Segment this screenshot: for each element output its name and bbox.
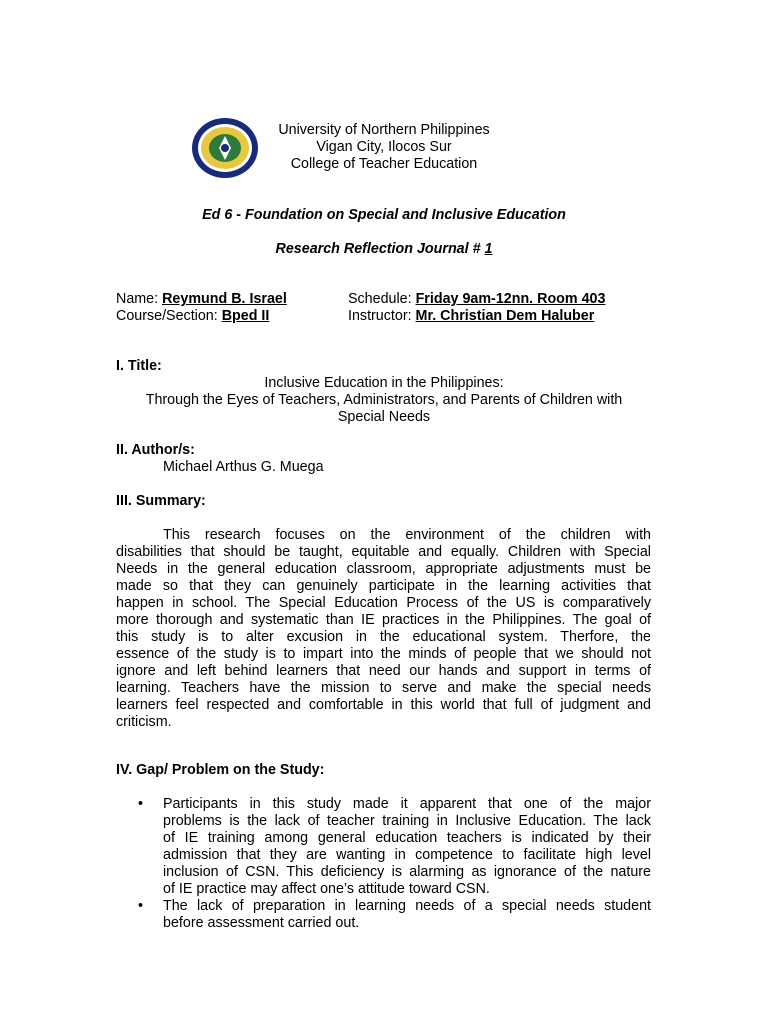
summary-line: disabilities that should be taught, equitable and equally. Children with Special — [116, 544, 651, 560]
list-item — [116, 796, 651, 898]
journal-label: Research Reflection Journal # — [275, 241, 485, 257]
summary-line: more thorough and systematic than IE practices in the Philippines. The goal of — [116, 612, 651, 628]
instructor-label: Instructor: — [348, 308, 416, 324]
university-name: University of Northern Philippines — [278, 122, 490, 138]
institution-header — [262, 122, 506, 173]
college-name: College of Teacher Education — [290, 156, 478, 172]
summary-heading: III. Summary: — [116, 493, 206, 509]
gap-bullet-list — [116, 796, 651, 932]
summary-line: learning. Teachers have the mission to serve and make the special needs — [116, 680, 651, 696]
bullet-line: before assessment carried out. — [163, 915, 360, 931]
title-heading: I. Title: — [116, 358, 162, 374]
course-value: Bped II — [221, 308, 270, 324]
bullet-icon: • — [138, 796, 144, 812]
research-title-line: Inclusive Education in the Philippines: — [264, 375, 504, 391]
bullet-line: of IE training among general education teachers is indicated by their — [163, 830, 651, 846]
course-title: Ed 6 - Foundation on Special and Inclusive Education — [202, 207, 566, 223]
author-heading: II. Author/s: — [116, 442, 195, 458]
instructor-value: Mr. Christian Dem Haluber — [415, 308, 595, 324]
research-title-line: Through the Eyes of Teachers, Administrators, and Parents of Children with — [145, 392, 623, 408]
research-title-line: Special Needs — [337, 409, 431, 425]
summary-line: made so that they can genuinely participate in the learning activities that — [116, 578, 651, 594]
university-city: Vigan City, Ilocos Sur — [316, 139, 452, 155]
bullet-icon: • — [138, 898, 144, 914]
course-label: Course/Section: — [116, 308, 222, 324]
student-info — [116, 291, 676, 325]
journal-number: 1 — [484, 241, 493, 257]
summary-line: learners feel respected and comfortable in this world that full of judgment and — [116, 697, 651, 713]
summary-line: Needs in the general education classroom, appropriate adjustments must be — [116, 561, 651, 577]
summary-line-text: This research focuses on the environment of the children with — [163, 527, 651, 543]
bullet-line: problems is the lack of teacher training in Inclusive Education. The lack — [163, 813, 651, 829]
gap-heading: IV. Gap/ Problem on the Study: — [116, 762, 325, 778]
author-name: Michael Arthus G. Muega — [163, 459, 324, 475]
summary-line: ignore and left behind learners that need our hands and support in terms of — [116, 663, 651, 679]
bullet-line: admission that they are wanting in competence to facilitate high level — [163, 847, 651, 863]
research-title — [116, 375, 652, 426]
bullet-line: of IE practice may affect one’s attitude toward CSN. — [163, 881, 490, 897]
university-seal-icon — [191, 117, 259, 179]
bullet-line: inclusion of CSN. This deficiency is alarming as ignorance of the nature — [163, 864, 651, 880]
schedule-value: Friday 9am-12nn. Room 403 — [415, 291, 606, 307]
schedule-label: Schedule: — [348, 291, 416, 307]
summary-line: happen in school. The Special Education Process of the US is comparatively — [116, 595, 651, 611]
summary-line — [116, 527, 651, 544]
name-label: Name: — [116, 291, 163, 307]
summary-line: criticism. — [116, 714, 172, 730]
summary-paragraph — [116, 527, 651, 731]
list-item — [116, 898, 651, 932]
bullet-line: Participants in this study made it apparent that one of the major — [163, 796, 651, 812]
journal-title — [0, 241, 768, 257]
summary-line: essence of the study is to impart into the minds of people that we should not — [116, 646, 651, 662]
student-name: Reymund B. Israel — [162, 291, 287, 307]
summary-line: this study is to alter excusion in the educational system. Therfore, the — [116, 629, 651, 645]
bullet-line: The lack of preparation in learning needs of a special needs student — [163, 898, 651, 914]
